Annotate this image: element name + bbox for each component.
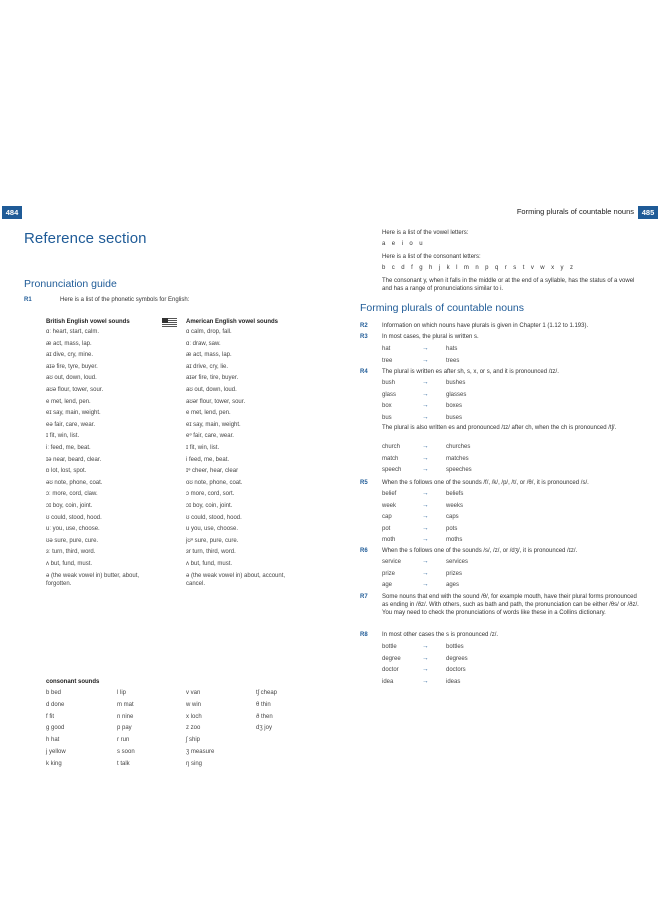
- rule-id-r6: R6: [360, 548, 368, 554]
- plural-form: pots: [446, 525, 458, 532]
- consonant-item: w win: [186, 701, 202, 708]
- plural-form: bottles: [446, 644, 464, 650]
- consonant-item: θ thin: [256, 701, 271, 708]
- consonant-item: v van: [186, 690, 201, 696]
- vowel-intro: Here is a list of the vowel letters:: [382, 230, 469, 236]
- american-vowel-item: ɑː draw, saw.: [186, 340, 221, 347]
- plural-singular: bottle: [382, 644, 397, 650]
- consonant-item: l lip: [117, 690, 127, 696]
- consonant-item: d done: [46, 701, 65, 708]
- arrow-icon: →: [422, 558, 429, 565]
- arrow-icon: →: [422, 677, 429, 685]
- rule-id-r1: R1: [24, 297, 32, 303]
- consonant-item: s soon: [117, 749, 135, 755]
- page-title: Reference section: [24, 230, 147, 247]
- plural-singular: moth: [382, 537, 396, 544]
- arrow-icon: →: [422, 356, 429, 364]
- plural-form: degrees: [446, 655, 468, 662]
- plural-singular: speech: [382, 467, 402, 474]
- plural-singular: doctor: [382, 667, 399, 674]
- american-vowel-item: u you, use, choose.: [186, 526, 239, 533]
- plural-singular: belief: [382, 491, 397, 497]
- american-vowel-item: ʌ but, fund, must.: [186, 561, 233, 567]
- arrow-icon: →: [422, 454, 429, 462]
- rule-text-r7: Some nouns that end with the sound /θ/, for example mouth, have their plural forms pronounced as ending in /ðz/. With others, such as bath and path, the pronunciation can be either /θs/ or /ðz/. You may need to check the pronunciations of words like these in a Collins dictionary.: [382, 594, 639, 616]
- arrow-icon: →: [422, 501, 429, 509]
- running-head: Forming plurals of countable nouns: [516, 207, 634, 216]
- american-vowel-item: ɪ fit, win, list.: [186, 445, 220, 451]
- american-vowel-item: eᵊ fair, care, wear.: [186, 433, 234, 440]
- british-vowel-item: əʊ note, phone, coat.: [46, 479, 103, 486]
- rule-text-r8: In most other cases the s is pronounced /z/.: [382, 632, 499, 638]
- american-vowel-item: ɜr turn, third, word.: [186, 549, 236, 556]
- plural-singular: bush: [382, 380, 396, 386]
- consonant-item: j yellow: [46, 749, 66, 755]
- plural-form: caps: [446, 514, 459, 521]
- plural-singular: prize: [382, 570, 396, 577]
- plural-form: matches: [446, 455, 469, 462]
- rule-id-r7: R7: [360, 594, 368, 600]
- arrow-icon: →: [422, 643, 429, 650]
- plural-singular: box: [382, 403, 392, 410]
- plural-singular: hat: [382, 346, 391, 352]
- plural-form: beliefs: [446, 491, 464, 497]
- consonant-letters: b c d f g h j k l m n p q r s t v w x y z: [382, 265, 576, 271]
- page-number-right: 485: [638, 206, 658, 219]
- plural-singular: degree: [382, 655, 401, 662]
- arrow-icon: →: [422, 490, 429, 497]
- section-title-pronunciation: Pronunciation guide: [24, 278, 117, 290]
- rule-id-r8: R8: [360, 632, 368, 638]
- british-vowel-item: aɪə fire, tyre, buyer.: [46, 363, 98, 370]
- british-vowel-item: ɔɪ boy, coin, joint.: [46, 503, 93, 509]
- british-vowel-item: aʊ out, down, loud.: [46, 375, 97, 382]
- arrow-icon: →: [422, 569, 429, 577]
- rule-text-r5: When the s follows one of the sounds /f/, /k/, /p/, /t/, or /θ/, it is pronounced /s/.: [382, 480, 589, 486]
- plural-singular: church: [382, 444, 401, 450]
- consonant-item: z zoo: [186, 725, 201, 732]
- british-vowel-item: eɪ say, main, weight.: [46, 410, 101, 417]
- british-vowel-item: ʌ but, fund, must.: [46, 561, 93, 567]
- plural-singular: age: [382, 582, 393, 589]
- british-vowel-item: ə (the weak vowel in) butter, about,: [46, 572, 140, 579]
- consonant-item: dʒ joy: [256, 725, 272, 732]
- american-vowel-item: ɪᵊ cheer, hear, clear: [186, 468, 239, 475]
- consonant-item: tʃ cheap: [256, 690, 278, 696]
- plural-form: boxes: [446, 403, 463, 410]
- arrow-icon: →: [422, 390, 429, 398]
- british-vowel-item: ɜː turn, third, word.: [46, 549, 96, 556]
- plural-form: ideas: [446, 678, 461, 685]
- british-vowel-item: ɑː heart, start, calm.: [46, 329, 100, 335]
- british-vowel-item: uː you, use, choose.: [46, 526, 100, 533]
- plural-singular: idea: [382, 678, 394, 685]
- british-vowel-item: aɪ dive, cry, mine.: [46, 352, 94, 359]
- rule-id-r5: R5: [360, 480, 368, 486]
- british-vowel-item: ʊ could, stood, hood.: [46, 514, 102, 521]
- rule-id-r2: R2: [360, 323, 368, 329]
- arrow-icon: →: [422, 524, 429, 532]
- rule-text-r2: Information on which nouns have plurals is given in Chapter 1 (1.12 to 1.193).: [382, 323, 589, 329]
- british-vowel-item: ɪ fit, win, list.: [46, 433, 80, 440]
- plural-singular: week: [382, 502, 397, 509]
- plural-form: trees: [446, 357, 460, 364]
- arrow-icon: →: [422, 513, 429, 521]
- rule-text-r4: The plural is written es after sh, s, x, or s, and it is pronounced /ɪz/.: [382, 369, 559, 375]
- page-number-left: 484: [2, 206, 22, 219]
- arrow-icon: →: [422, 443, 429, 450]
- plural-form: bushes: [446, 380, 466, 386]
- american-vowel-item: aʊ out, down, loud.: [186, 387, 237, 393]
- american-vowel-item: ɑ calm, drop, fall.: [186, 329, 232, 335]
- consonant-item: p pay: [117, 725, 132, 732]
- british-vowel-item: eə fair, care, wear.: [46, 421, 96, 428]
- plural-form: glasses: [446, 391, 467, 398]
- plural-form: churches: [446, 444, 471, 450]
- american-vowel-item: i feed, me, beat.: [186, 456, 230, 463]
- british-vowel-item: ɒ lot, lost, spot.: [46, 468, 87, 475]
- rule-text-r4b: The plural is also written es and pronounced /ɪz/ after ch, when the ch is pronounced /tʃ/.: [382, 425, 617, 431]
- british-vowel-item: e met, lend, pen.: [46, 398, 91, 405]
- american-vowel-item: ɔɪ boy, coin, joint.: [186, 503, 233, 509]
- british-vowel-item: æ act, mass, lap.: [46, 340, 92, 347]
- consonant-item: g good: [46, 725, 65, 732]
- plural-form: prizes: [446, 570, 463, 577]
- arrow-icon: →: [422, 654, 429, 662]
- consonant-item: r run: [117, 737, 130, 744]
- american-vowel-item: aʊər flour, tower, sour.: [186, 398, 246, 405]
- american-vowel-item: aɪ drive, cry, lie.: [186, 363, 229, 370]
- vowel-letters: a e i o u: [382, 241, 425, 247]
- consonant-item: f fit: [46, 713, 55, 720]
- plural-singular: cap: [382, 514, 392, 521]
- section-title-plurals: Forming plurals of countable nouns: [360, 302, 525, 314]
- american-vowel-item: ɔ more, cord, sort.: [186, 491, 235, 498]
- consonant-item: ð then: [256, 713, 273, 720]
- british-vowel-item: ɪə near, beard, clear.: [46, 456, 102, 463]
- american-vowel-item: æ act, mass, lap.: [186, 352, 232, 359]
- american-vowel-item: eɪ say, main, weight.: [186, 421, 241, 428]
- american-vowel-item: ə (the weak vowel in) about, account,: [186, 572, 286, 579]
- consonant-item: k king: [46, 760, 62, 767]
- consonant-item: x loch: [186, 713, 202, 720]
- rule-id-r3: R3: [360, 334, 368, 340]
- arrow-icon: →: [422, 413, 429, 421]
- american-vowel-item: e met, lend, pen.: [186, 410, 231, 417]
- arrow-icon: →: [422, 466, 429, 474]
- arrow-icon: →: [422, 345, 429, 352]
- plural-singular: pot: [382, 525, 391, 532]
- plural-singular: tree: [382, 357, 393, 364]
- plural-singular: bus: [382, 414, 392, 421]
- plural-form: weeks: [446, 502, 464, 509]
- plural-form: buses: [446, 414, 463, 421]
- british-vowel-heading: British English vowel sounds: [46, 319, 130, 325]
- plural-form: ages: [446, 582, 460, 589]
- arrow-icon: →: [422, 379, 429, 386]
- consonant-item: m mat: [117, 701, 134, 708]
- consonant-item: h hat: [46, 737, 60, 744]
- consonant-item: ʒ measure: [186, 749, 215, 755]
- arrow-icon: →: [422, 666, 429, 674]
- consonant-heading: consonant sounds: [46, 679, 100, 685]
- plural-form: hats: [446, 346, 458, 352]
- rule-text-r6: When the s follows one of the sounds /s/, /z/, or /dʒ/, it is pronounced /ɪz/.: [382, 548, 578, 554]
- rule-text-r3: In most cases, the plural is written s.: [382, 334, 479, 340]
- plural-singular: match: [382, 455, 399, 462]
- plural-form: moths: [446, 537, 463, 544]
- american-vowel-item: cancel.: [186, 580, 206, 587]
- consonant-item: b bed: [46, 690, 62, 696]
- american-vowel-item: ʊ could, stood, hood.: [186, 514, 242, 521]
- arrow-icon: →: [422, 402, 429, 410]
- british-vowel-item: aʊə flour, tower, sour.: [46, 387, 104, 393]
- british-vowel-item: ʊə sure, pure, cure.: [46, 537, 99, 544]
- y-note: The consonant y, when it falls in the middle or at the end of a syllable, has the status of a vowel and has a range of pronunciations similar to i.: [382, 278, 635, 292]
- american-vowel-item: aɪər fire, tire, buyer.: [186, 375, 239, 382]
- plural-form: services: [446, 559, 469, 565]
- rule-id-r4: R4: [360, 369, 368, 375]
- consonant-item: t talk: [117, 760, 130, 767]
- arrow-icon: →: [422, 581, 429, 589]
- american-vowel-item: jʊᵊ sure, pure, cure.: [186, 537, 239, 544]
- plural-singular: service: [382, 559, 402, 565]
- british-vowel-item: iː feed, me, beat.: [46, 445, 91, 451]
- british-vowel-item: ɔː more, cord, claw.: [46, 491, 98, 498]
- consonant-intro: Here is a list of the consonant letters:: [382, 254, 481, 260]
- consonant-item: n nine: [117, 713, 134, 720]
- plural-singular: glass: [382, 391, 397, 398]
- american-vowel-item: oʊ note, phone, coat.: [186, 479, 243, 486]
- consonant-item: ŋ sing: [186, 760, 203, 767]
- british-vowel-item: forgotten.: [46, 580, 72, 587]
- us-flag-icon: [162, 318, 177, 327]
- plural-form: doctors: [446, 667, 466, 674]
- rule-text-r1: Here is a list of the phonetic symbols for English:: [60, 297, 190, 303]
- consonant-item: ʃ ship: [186, 737, 201, 744]
- plural-form: speeches: [446, 467, 472, 474]
- arrow-icon: →: [422, 536, 429, 544]
- american-vowel-heading: American English vowel sounds: [186, 319, 279, 325]
